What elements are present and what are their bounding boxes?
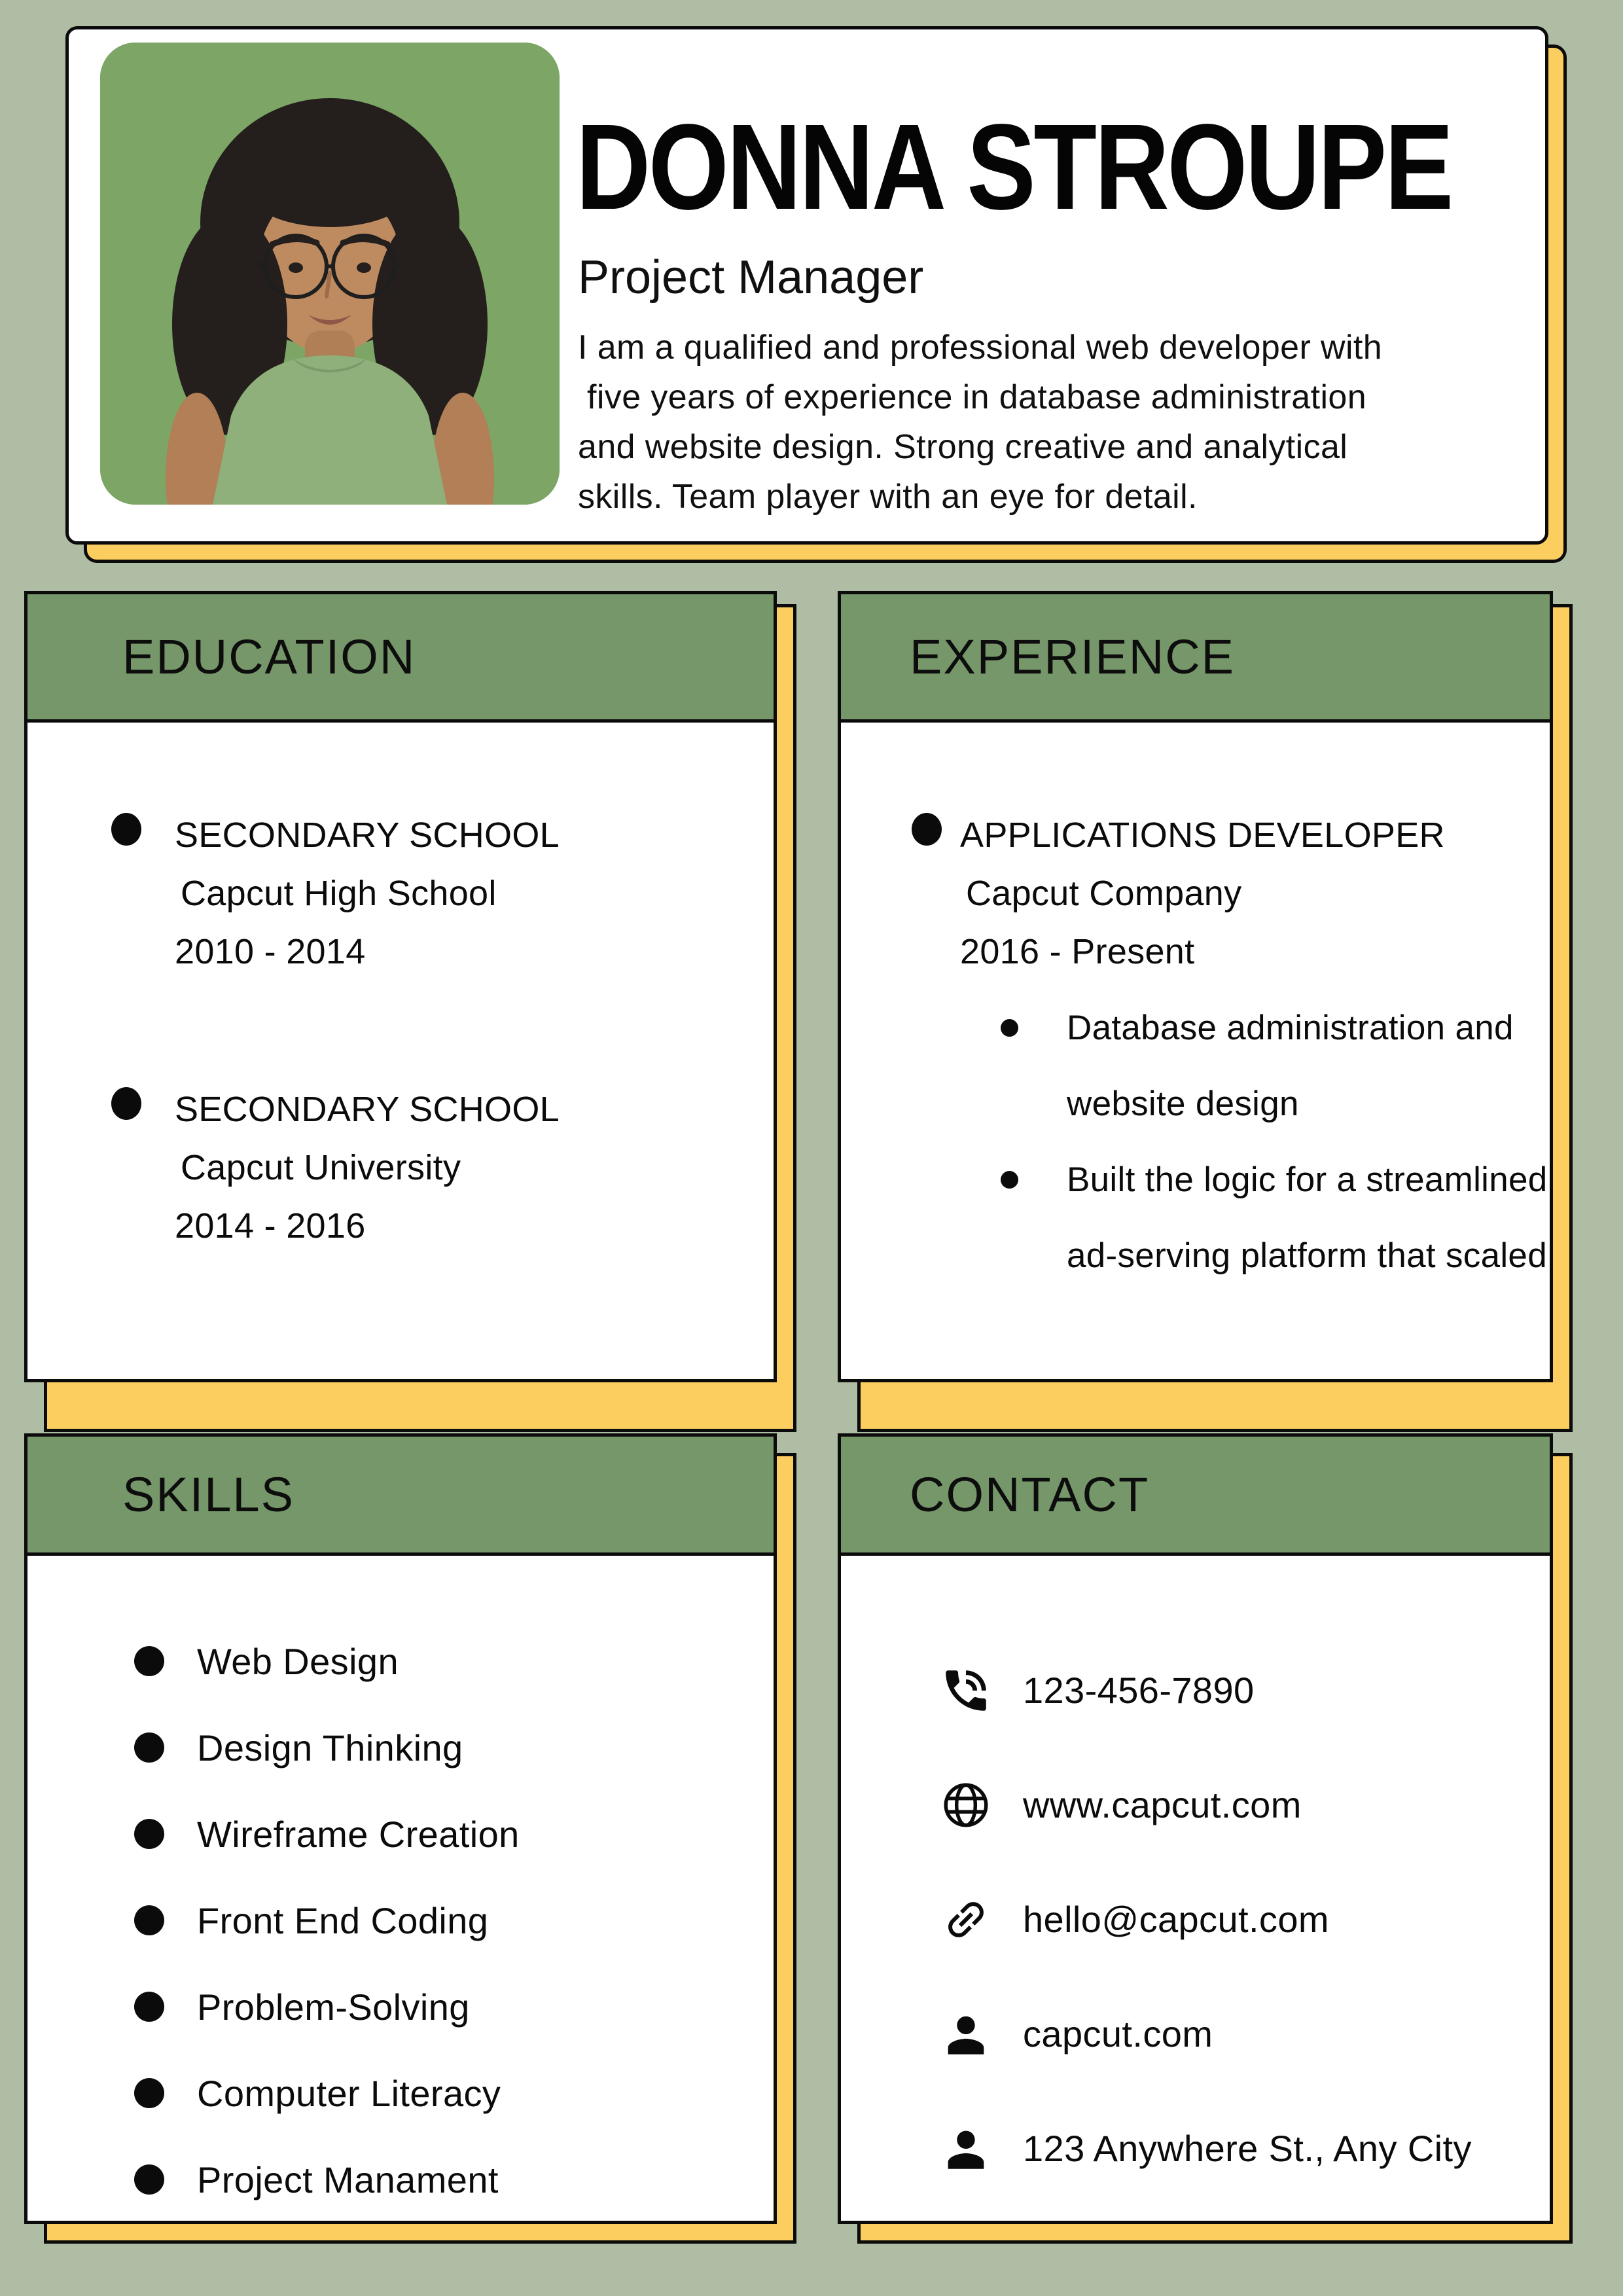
experience-item-org: Capcut Company — [966, 874, 1242, 913]
experience-item-dates: 2016 - Present — [960, 932, 1195, 971]
skill-label: Front End Coding — [197, 1899, 489, 1941]
contact-section-header — [841, 1437, 1550, 1556]
skill-label: Design Thinking — [197, 1727, 463, 1768]
contact-profile: capcut.com — [1023, 2013, 1213, 2054]
education-item — [111, 806, 747, 981]
person-name: DONNA STROUPE — [576, 99, 1452, 235]
experience-sub-bullets — [1001, 990, 1558, 1294]
contact-website: www.capcut.com — [1023, 1784, 1302, 1825]
bullet-dot-icon — [134, 1819, 164, 1849]
experience-card — [838, 591, 1553, 1382]
skill-label: Project Manament — [197, 2159, 499, 2200]
skills-card — [24, 1433, 777, 2224]
skill-item — [134, 1791, 747, 1877]
bullet-dot-icon — [111, 813, 141, 846]
bullet-dot-icon — [912, 813, 942, 846]
education-body — [27, 723, 774, 1255]
person-icon — [939, 2122, 993, 2176]
job-title: Project Manager — [578, 251, 924, 304]
skill-item — [134, 2136, 747, 2223]
education-item-dates: 2010 - 2014 — [175, 932, 366, 971]
header-card — [65, 26, 1548, 545]
experience-sub-bullet — [1001, 990, 1558, 1142]
bio-line: and website design. Strong creative and analytical — [578, 428, 1348, 466]
profile-photo — [100, 43, 560, 505]
contact-body — [841, 1556, 1550, 2206]
skills-heading: SKILLS — [122, 1467, 294, 1522]
skill-label: Problem-Solving — [197, 1986, 470, 2028]
skills-body — [27, 1556, 774, 2223]
education-item-dates: 2014 - 2016 — [175, 1206, 366, 1246]
skill-item — [134, 1877, 747, 1964]
bio-line: skills. Team player with an eye for detail. — [578, 478, 1198, 516]
bullet-dot-icon — [134, 1732, 164, 1763]
link-icon — [939, 1893, 993, 1946]
experience-section-header — [841, 594, 1550, 723]
contact-email: hello@capcut.com — [1023, 1899, 1329, 1940]
bullet-dot-icon — [134, 1992, 164, 2022]
contact-row-email — [939, 1862, 1524, 1977]
bullet-dot-icon — [134, 2078, 164, 2108]
skill-item — [134, 1704, 747, 1791]
phone-icon — [939, 1664, 993, 1717]
person-icon — [939, 2007, 993, 2061]
contact-card — [838, 1433, 1553, 2224]
contact-row-address — [939, 2091, 1524, 2206]
skill-label: Web Design — [197, 1640, 399, 1682]
experience-item-title: APPLICATIONS DEVELOPER — [960, 816, 1445, 855]
bio-line: five years of experience in database administration — [587, 378, 1367, 416]
experience-heading: EXPERIENCE — [910, 630, 1236, 684]
experience-sub-bullet-text: Database administration and website design — [1067, 1009, 1514, 1123]
education-heading: EDUCATION — [122, 630, 416, 684]
bullet-dot-icon — [111, 1087, 141, 1120]
skill-label: Computer Literacy — [197, 2072, 501, 2114]
experience-sub-bullet-text: Built the logic for a streamlined ad-serving platform that scaled — [1067, 1160, 1548, 1275]
contact-phone: 123-456-7890 — [1023, 1670, 1255, 1711]
skill-label: Wireframe Creation — [197, 1813, 520, 1855]
experience-sub-bullet — [1001, 1142, 1558, 1294]
skill-item — [134, 2050, 747, 2136]
contact-heading: CONTACT — [910, 1467, 1150, 1522]
bullet-dot-icon — [134, 2164, 164, 2195]
bullet-dot-icon — [1001, 1019, 1018, 1037]
skill-item — [134, 1964, 747, 2050]
education-section-header — [27, 594, 774, 723]
bullet-dot-icon — [1001, 1171, 1018, 1189]
experience-body — [841, 723, 1550, 1294]
skills-section-header — [27, 1437, 774, 1556]
education-card — [24, 591, 777, 1382]
bio-line: I am a qualified and professional web developer with — [578, 329, 1383, 367]
contact-address: 123 Anywhere St., Any City — [1023, 2128, 1472, 2169]
contact-row-phone — [939, 1633, 1524, 1748]
bullet-dot-icon — [134, 1646, 164, 1676]
contact-row-profile — [939, 1977, 1524, 2091]
education-item-org: Capcut University — [181, 1148, 461, 1187]
contact-row-website — [939, 1748, 1524, 1862]
bullet-dot-icon — [134, 1905, 164, 1935]
bio-paragraph — [578, 323, 1382, 522]
portrait-illustration — [100, 43, 560, 505]
skill-item — [134, 1618, 747, 1704]
education-item-title: SECONDARY SCHOOL — [175, 1090, 560, 1129]
globe-icon — [939, 1778, 993, 1832]
education-item — [111, 1081, 747, 1255]
experience-item — [912, 806, 1548, 1294]
education-item-org: Capcut High School — [181, 874, 497, 913]
education-item-title: SECONDARY SCHOOL — [175, 816, 560, 855]
